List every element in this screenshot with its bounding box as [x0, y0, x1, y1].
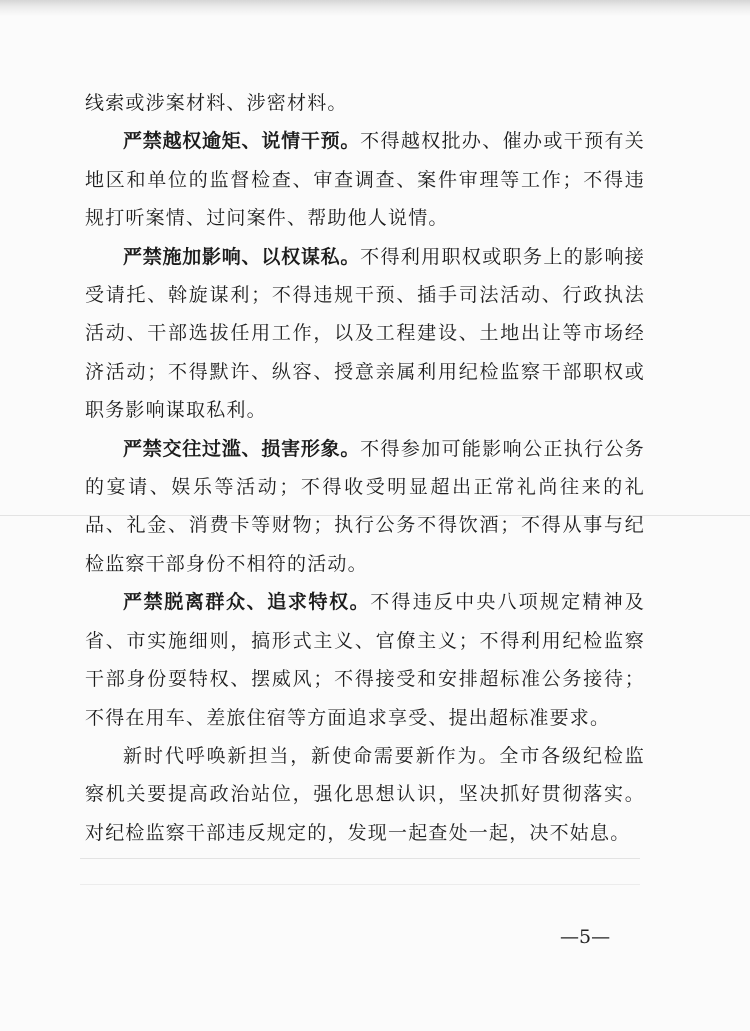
paragraph-text: 新时代呼唤新担当，新使命需要新作为。全市各级纪检监察机关要提高政治站位，强化思想认识，坚决抓好贯彻落实。对纪检监察干部违反规定的，发现一起查处一起，决不姑息。 — [85, 744, 645, 844]
paragraph-lead: 严禁脱离群众、追求特权。 — [123, 591, 371, 614]
scan-artifact-line — [80, 858, 640, 859]
paragraph-lead: 严禁越权逾矩、说情干预。 — [123, 130, 361, 153]
paragraph-text: 不得违反中央八项规定精神及省、市实施细则，搞形式主义、官僚主义；不得利用纪检监察干部身份耍特权、摆威风；不得接受和安排超标准公务接待；不得在用车、差旅住宿等方面追求享受、提出超标准要求。 — [85, 591, 645, 729]
paragraph — [85, 122, 645, 237]
paragraph-text: 不得利用职权或职务上的影响接受请托、斡旋谋利；不得违规干预、插手司法活动、行政执法活动、干部选拔任用工作，以及工程建设、土地出让等市场经济活动；不得默许、纵容、授意亲属利用纪检监察干部职权或职务影响谋取私利。 — [85, 245, 645, 422]
document-body — [85, 84, 645, 852]
paragraph-lead: 严禁交往过滥、损害形象。 — [123, 437, 361, 460]
page-number: —5— — [560, 926, 611, 948]
paragraph — [85, 84, 645, 122]
paragraph-lead: 严禁施加影响、以权谋私。 — [123, 245, 361, 268]
paragraph — [85, 430, 645, 584]
scan-artifact-line — [80, 884, 640, 885]
paragraph — [85, 583, 645, 737]
paragraph — [85, 737, 645, 852]
paragraph — [85, 238, 645, 430]
paragraph-text: 不得参加可能影响公正执行公务的宴请、娱乐等活动；不得收受明显超出正常礼尚往来的礼品、礼金、消费卡等财物；执行公务不得饮酒；不得从事与纪检监察干部身份不相符的活动。 — [85, 437, 645, 575]
paragraph-text: 线索或涉案材料、涉密材料。 — [85, 92, 348, 114]
paragraph-text: 不得越权批办、催办或干预有关地区和单位的监督检查、审查调查、案件审理等工作；不得违规打听案情、过问案件、帮助他人说情。 — [85, 130, 645, 230]
scan-top-edge — [0, 0, 750, 16]
